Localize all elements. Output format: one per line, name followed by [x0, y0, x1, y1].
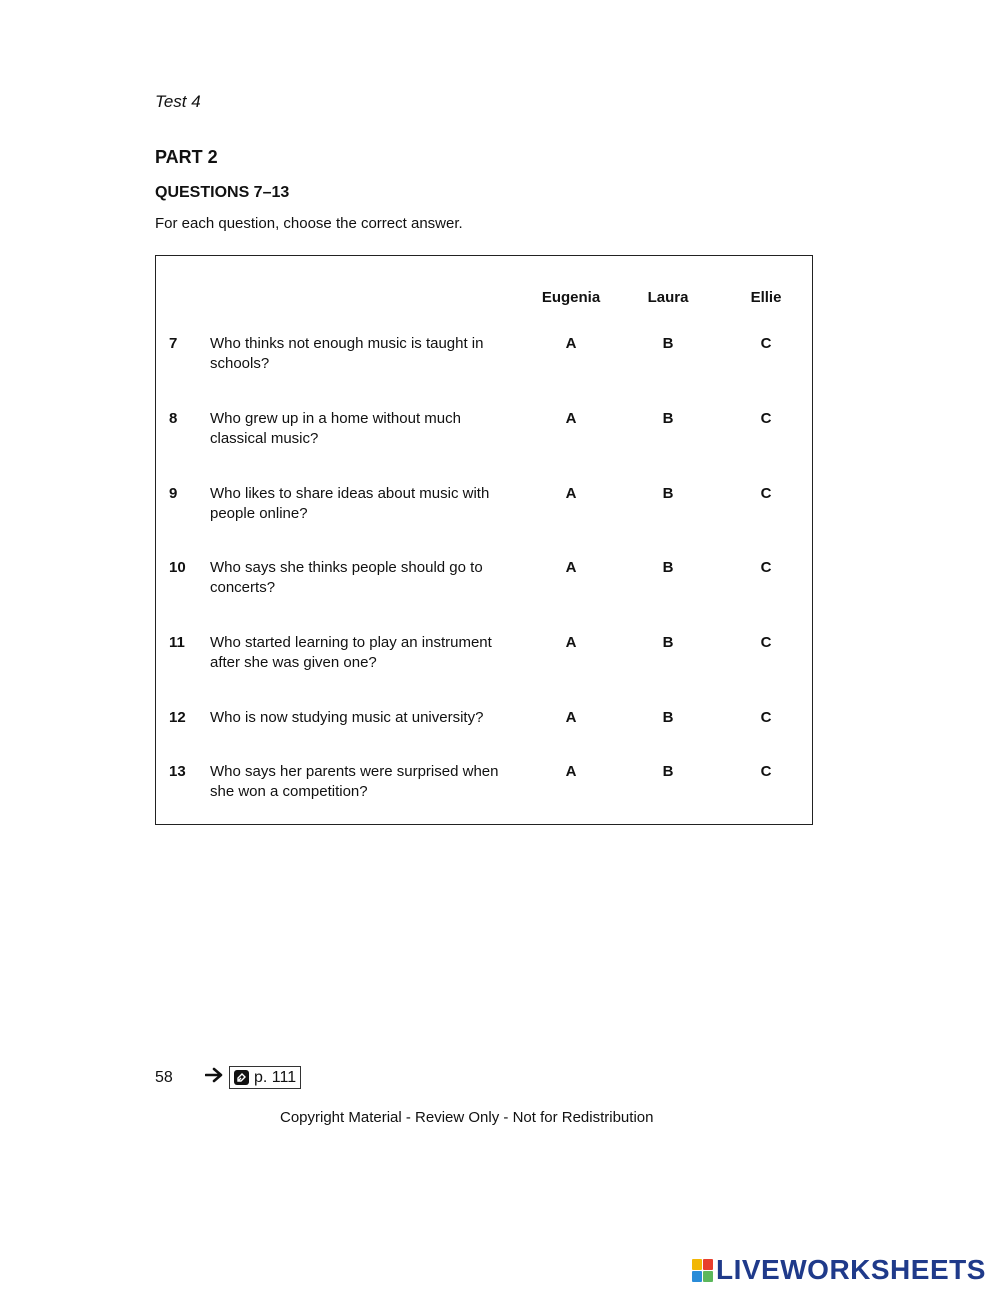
reference-page: p. 111	[254, 1068, 297, 1086]
answer-key-icon	[234, 1070, 249, 1085]
option-b[interactable]: B	[662, 335, 674, 352]
column-header-ellie: Ellie	[750, 289, 782, 306]
option-c[interactable]: C	[760, 763, 772, 780]
column-header-laura: Laura	[647, 289, 689, 306]
question-text: Who says her parents were surprised when she won a competition?	[210, 763, 499, 800]
option-a[interactable]: A	[565, 559, 577, 576]
logo-squares-icon	[692, 1259, 713, 1282]
option-c[interactable]: C	[760, 335, 772, 352]
option-c[interactable]: C	[760, 410, 772, 427]
option-b[interactable]: B	[662, 634, 674, 651]
option-a[interactable]: A	[565, 410, 577, 427]
question-number: 9	[169, 485, 178, 502]
answer-reference	[205, 1066, 301, 1089]
option-c[interactable]: C	[760, 559, 772, 576]
question-number: 7	[169, 335, 178, 352]
reference-box	[229, 1066, 301, 1089]
option-a[interactable]: A	[565, 709, 577, 726]
question-text: Who likes to share ideas about music with people online?	[210, 485, 490, 522]
question-text: Who thinks not enough music is taught in schools?	[210, 335, 484, 372]
option-b[interactable]: B	[662, 485, 674, 502]
question-number: 12	[169, 709, 186, 726]
question-text: Who started learning to play an instrument after she was given one?	[210, 634, 492, 671]
question-number: 10	[169, 559, 186, 576]
question-text: Who grew up in a home without much classical music?	[210, 410, 461, 447]
option-b[interactable]: B	[662, 763, 674, 780]
option-a[interactable]: A	[565, 763, 577, 780]
instructions: For each question, choose the correct answer.	[155, 215, 463, 232]
option-a[interactable]: A	[565, 634, 577, 651]
questions-range: QUESTIONS 7–13	[155, 184, 290, 201]
option-c[interactable]: C	[760, 485, 772, 502]
question-text: Who says she thinks people should go to concerts?	[210, 559, 483, 596]
option-a[interactable]: A	[565, 485, 577, 502]
option-b[interactable]: B	[662, 559, 674, 576]
column-header-eugenia: Eugenia	[541, 289, 601, 306]
part-title: PART 2	[155, 147, 218, 167]
question-number: 13	[169, 763, 186, 780]
page-number: 58	[155, 1069, 173, 1086]
question-text: Who is now studying music at university?	[210, 709, 484, 726]
question-number: 11	[169, 634, 185, 651]
test-label: Test 4	[155, 92, 201, 111]
option-b[interactable]: B	[662, 709, 674, 726]
option-c[interactable]: C	[760, 634, 772, 651]
option-c[interactable]: C	[760, 709, 772, 726]
liveworksheets-logo	[692, 1254, 986, 1286]
option-b[interactable]: B	[662, 410, 674, 427]
right-arrow-icon	[205, 1067, 225, 1088]
option-a[interactable]: A	[565, 335, 577, 352]
copyright-notice: Copyright Material - Review Only - Not for Redistribution	[280, 1109, 654, 1126]
question-number: 8	[169, 410, 178, 427]
brand-name: LIVEWORKSHEETS	[716, 1254, 986, 1285]
